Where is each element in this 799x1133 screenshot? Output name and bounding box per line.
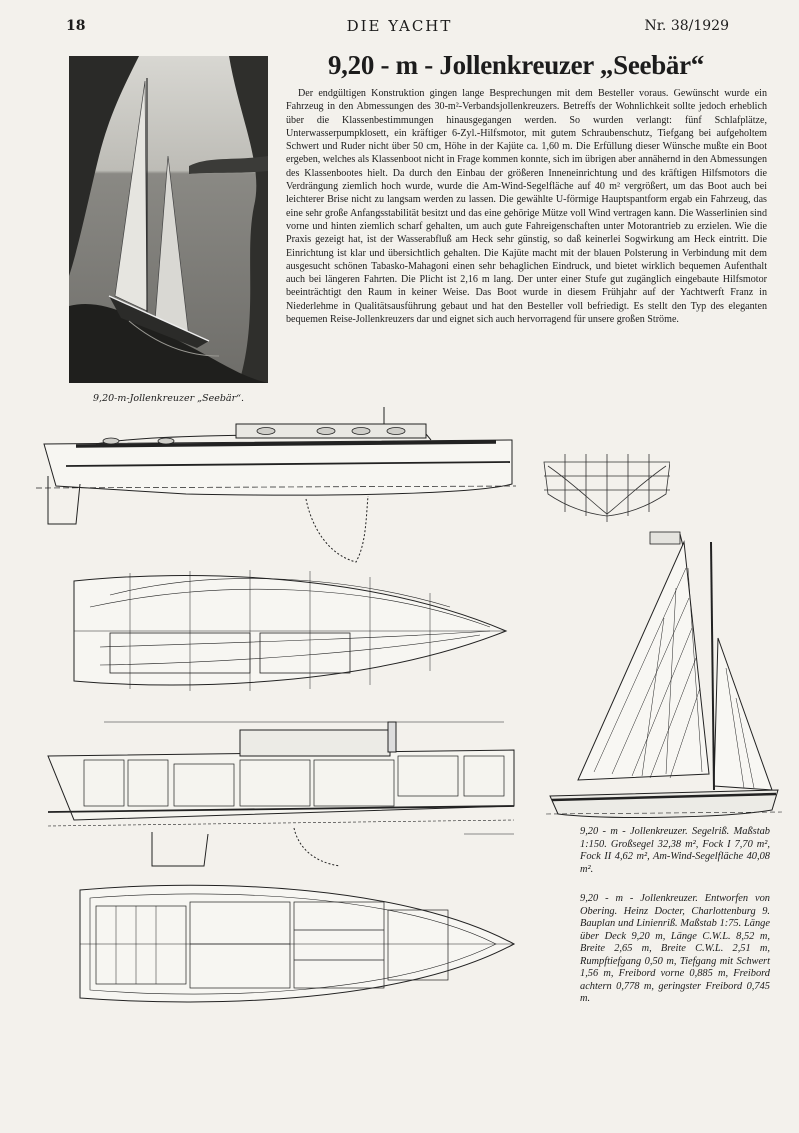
construction-plan-drawing: [44, 716, 534, 874]
article-body: Der endgültigen Konstruktion gingen lange Besprechungen mit dem Besteller voraus. Gewünscht wurde ein Fahrzeug in den Abmessungen des 30-m²-Verbandsjollenkreuzers. Betreffs der Wohnlichkeit sollte jedoch erheblich über die Klassenbestimmungen hinausgegangen werden. So wurden verlangt: fünf Schlafplätze, Unterwasserpumpklosett, ein kräftiger 6-Zyl.-Hilfsmotor, mit gutem Schraubenschutz, Tiefgang bei aufgeholtem Schwert und Ruder nicht über 50 cm, Höhe in der Kajüte ca. 1,60 m. Die Erfüllung dieser Wünsche mußte ein Boot ergeben, welches als Klassenboot nicht in Frage kommen konnte, sich im übrigen aber annähernd in den Abmessungen des Klassenbootes hielt. Da durch den Einbau der größeren Inneneinrichtung und des kräftigen Hilfsmotors die Verdrängung ziemlich hoch wurde, wurde die Am-Wind-Segelfläche auf 40 m² vergrößert, um das Boot auch bei leichterer Brise nicht zu langsam werden zu lassen. Die gewählte U-förmige Hauptspantform ergab ein Fahrzeug, das eine sehr große Anfangsstabilität besitzt und das eine gehörige Mütze voll Wind vertragen kann. Die Wasserlinien sind vorne und hinten ziemlich scharf gehalten, um auch gute Fahreigenschaften unter Motorantrieb zu erzielen. Wie die Praxis gezeigt hat, ist der Wasserabfluß am Heck sehr günstig, so daß keinerlei Sogwirkung am Heck eintritt. Die Einrichtung ist klar und übersichtlich gehalten. Die Kajüte macht mit der blauen Polsterung in Verbindung mit dem ausgesucht schönen Tabasko-Mahagoni einen sehr behaglichen Eindruck, und bietet wirklich bequemen Aufenthalt auch bei längeren Fahrten. Die Plicht ist 2,16 m lang. Der unter einer Stufe gut zugänglich eingebaute Hilfsmotor beeinträchtigt den Raum in keiner Weise. Das Boot wurde in diesem Frühjahr auf der Yachtwerft Franz in Niederlehme in Qualitätsausführung gebaut und hat den Besteller voll befriedigt. Es stellt den Typ des eleganten bequemen Reise-Jollenkreuzers dar und eignet sich auch hervorragend für unsere großen Ströme.: [286, 88, 767, 326]
deck-plan-drawing: [76, 880, 518, 1008]
photo-caption: 9,20-m-Jollenkreuzer „Seebär“.: [93, 393, 244, 404]
article-title: 9,20 - m - Jollenkreuzer „Seebär“: [327, 50, 705, 80]
boat-photograph: [69, 56, 268, 383]
issue-number: Nr. 38/1929: [644, 18, 729, 34]
boat-photograph-image: [69, 56, 268, 383]
page-number: 18: [66, 18, 86, 34]
magazine-masthead: DIE YACHT: [346, 17, 453, 35]
sail-plan-drawing: [546, 528, 782, 824]
plans-caption: 9,20 - m - Jollenkreuzer. Entworfen von Obering. Heinz Docter, Charlottenburg 9. Bauplan und Linienriß. Maßstab 1:75. Länge über Deck 9,20 m, Länge C.W.L. 8,52 m, Breite 2,65 m, Breite C.W.L. 2,51 m, Rumpftiefgang 0,50 m, Tiefgang mit Schwert 1,56 m, Freibord vorne 0,885 m, Freibord achtern 0,778 m, geringster Freibord 0,745 m.: [580, 893, 770, 1004]
sail-plan-caption: 9,20 - m - Jollenkreuzer. Segelriß. Maßstab 1:150. Großsegel 32,38 m², Fock I 7,70 m², Fock II 4,62 m², Am-Wind-Segelfläche 40,08 m².: [580, 826, 770, 875]
lines-plan-drawing: [70, 567, 510, 695]
